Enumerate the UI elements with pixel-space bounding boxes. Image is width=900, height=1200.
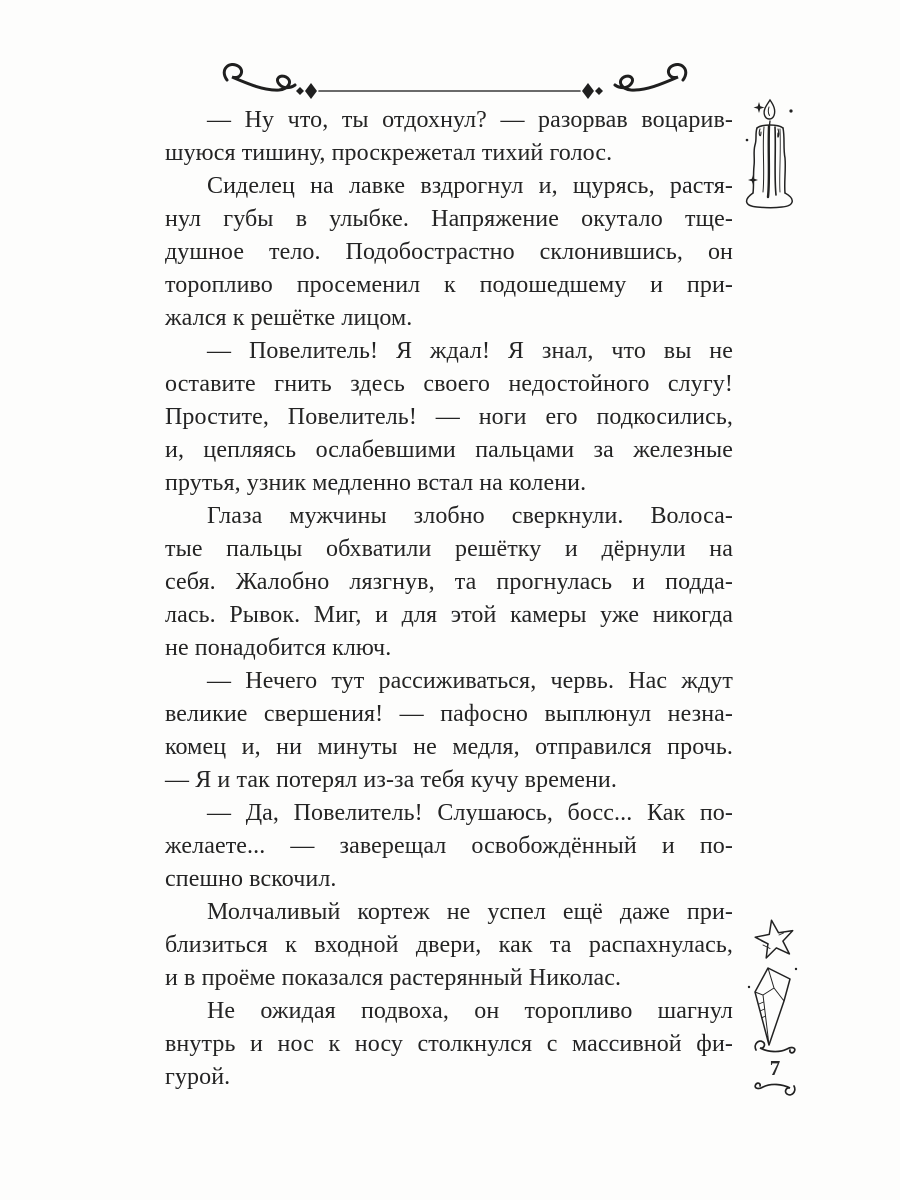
text-line: и в проёме показался растерянный Николас. [165,965,622,991]
text-line: Не ожидая подвоха, он торопливо шагнул [207,998,733,1024]
page-text [165,104,733,1094]
text-line: — Я и так потерял из-за тебя кучу времени. [165,767,617,793]
text-line: Молчаливый кортеж не успел ещё даже при- [207,899,733,925]
star-icon [750,914,802,968]
text-line: жался к решётке лицом. [165,305,413,331]
text-line: — Повелитель! Я ждал! Я знал, что вы не [207,338,733,364]
page-footer [747,1038,803,1098]
candle-icon [733,96,805,214]
footer-flourish-bottom-icon [752,1081,798,1098]
flame-icon [764,100,775,119]
text-line: Глаза мужчины злобно сверкнули. Волоса- [207,503,733,529]
text-line: торопливо просеменил к подошедшему и при- [165,272,733,298]
text-line: желаете... — заверещал освобождённый и по- [165,833,733,859]
text-line: близиться к входной двери, как та распахнулась, [165,932,733,958]
text-line: и, цепляясь ослабевшими пальцами за железные [165,437,733,463]
text-line: — Ну что, ты отдохнул? — разорвав воцарив- [207,107,733,133]
page-number: 7 [769,1056,781,1080]
text-line: оставите гнить здесь своего недостойного слугу! [165,371,733,397]
text-line: Простите, Повелитель! — ноги его подкосились, [165,404,733,430]
text-line: лась. Рывок. Миг, и для этой камеры уже никогда [165,602,733,628]
text-line: тые пальцы обхватили решётку и дёрнули на [165,536,733,562]
text-line: гурой. [165,1064,231,1090]
footer-flourish-top-icon [752,1038,798,1055]
text-line: нул губы в улыбке. Напряжение окутало тще- [165,206,733,232]
text-line: внутрь и нос к носу столкнулся с массивной фи- [165,1031,733,1057]
text-line: не понадобится ключ. [165,635,392,661]
candle-body [747,125,793,208]
flourish-right-icon [615,64,686,90]
header-divider-ornament [205,58,705,106]
text-line: душное тело. Подобострастно склонившись, он [165,239,733,265]
text-line: Сиделец на лавке вздрогнул и, щурясь, растя- [207,173,733,199]
text-line: — Нечего тут рассиживаться, червь. Нас ждут [207,668,733,694]
text-line: спешно вскочил. [165,866,337,892]
flourish-left-icon [224,64,295,90]
text-line: прутья, узник медленно встал на колени. [165,470,587,496]
text-line: комец и, ни минуты не медля, отправился прочь. [165,734,733,760]
text-line: себя. Жалобно лязгнув, та прогнулась и подда- [165,569,733,595]
text-line: — Да, Повелитель! Слушаюсь, босс... Как по- [207,800,733,826]
text-line: шуюся тишину, проскрежетал тихий голос. [165,140,613,166]
text-line: великие свершения! — пафосно выплюнул незна- [165,701,733,727]
